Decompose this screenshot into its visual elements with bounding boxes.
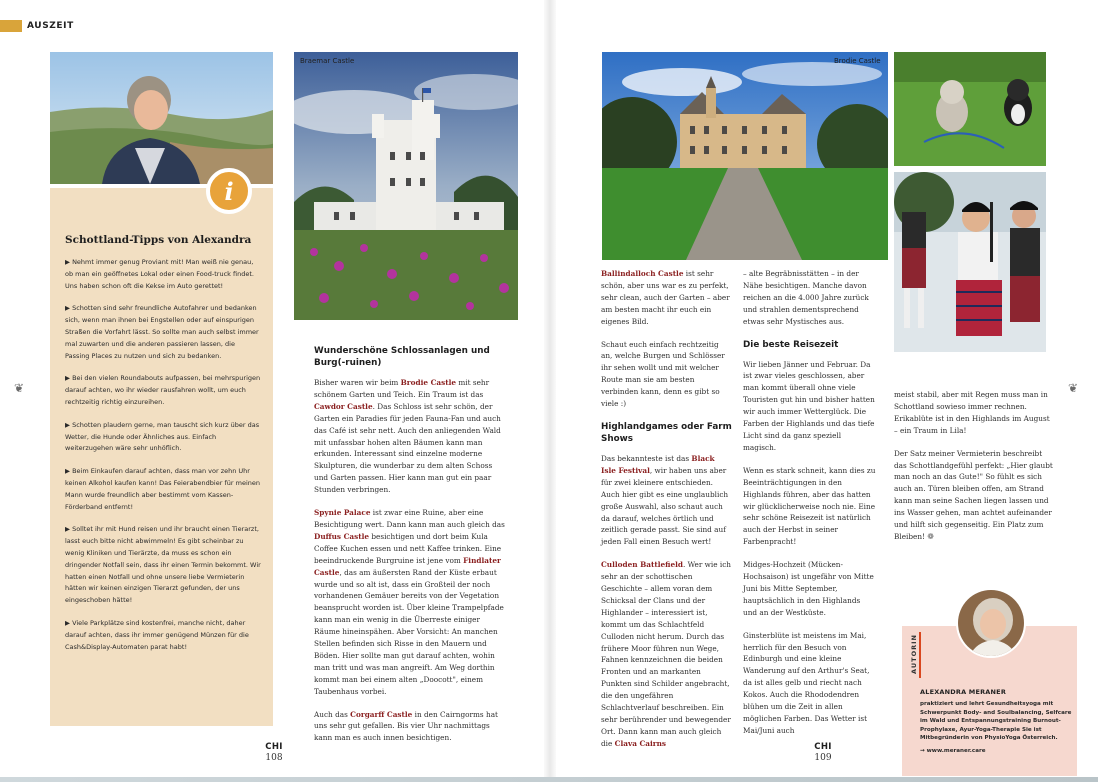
author-hiking-photo (50, 52, 273, 184)
section-tag (0, 18, 74, 34)
article-paragraph: Wir lieben Jänner und Februar. Da ist zwar vieles geschlossen, aber man kommt überall ohne viele Touristen gut hin und bisher hatten wir auch immer Wetterglück. Die Farben der Highlands und das tiefe Licht sind da ganz speziell magisch. (743, 359, 875, 452)
magazine-logo: CHI (265, 742, 283, 752)
article-column-right-1 (601, 268, 732, 761)
author-avatar (956, 588, 1026, 658)
author-tag-bar (919, 632, 921, 678)
tips-title: Schottland-Tipps von Alexandra (65, 234, 252, 246)
author-website-link[interactable]: → www.meraner.care (920, 748, 986, 754)
tip-item: ▶ Solltet ihr mit Hund reisen und ihr braucht einen Tierarzt, lasst euch bitte nicht abwimmeln! Es gibt scheinbar zu wenig Kliniken und Tierärzte, da muss es schon ein dringender Notfall sein, dass ihr einen Termin bekommt. Wir hatten einen Notfall und ohne unsere liebe Vermieterin hätten wir keinen einzigen Tierarzt gefunden, der uns eingeschoben hätte! (65, 525, 261, 605)
article-paragraph: meist stabil, aber mit Regen muss man in Schottland sowieso immer rechnen. Erikablüte ist in den Highlands im August – ein Traum in Lila! (894, 390, 1050, 435)
folio-right (803, 742, 843, 763)
tips-box (50, 188, 273, 726)
folio-left (254, 742, 294, 763)
bagpipers-photo (894, 172, 1046, 352)
article-column-right-2 (743, 268, 876, 748)
tip-item: ▶ Nehmt immer genug Proviant mit! Man weiß nie genau, ob man ein geöffnetes Lokal oder einen Food-truck findet. Uns haben schon oft die Kekse im Auto gerettet! (65, 258, 254, 290)
article-column-left (314, 345, 508, 755)
section-accent-bar (0, 20, 22, 32)
section-label: AUSZEIT (27, 21, 74, 31)
article-paragraph: Spynie Palace ist zwar eine Ruine, aber eine Besichtigung wert. Dann kann man auch gleich das Duffus Castle besichtigen und dort beim Kula Coffee Kuchen essen und nett Kaffee trinken. Eine beeindruckende Burgruine ist jene vom Findlater Castle, das am äußersten Rand der Küste erbaut wurde und so alt ist, dass ein Großteil der noch vorhandenen Gemäuer bereits von der Vegetation beansprucht worden ist. Über kleine Trampelpfade kann man ein wenig in die Überreste einiger Räume hineinspähen. Aber Vorsicht: An manchen Stellen befinden sich Risse in den Mauern und Böden. Hier sollte man gut darauf achten, wohin man tritt und was man angreift. Am Weg dorthin kommt man bei einem alten „Doocott", einem Taubenhaus vorbei. (314, 508, 505, 696)
article-paragraph: Ballindalloch Castle ist sehr schön, aber uns war es zu perfekt, sehr clean, auch der Garten – aber am besten macht ihr euch ein eigenes Bild. (601, 269, 730, 326)
info-icon: i (206, 168, 252, 214)
article-paragraph: Midges-Hochzeit (Mücken-Hochsaison) ist ungefähr von Mitte Juni bis Mitte September, hauptsächlich in den Highlands und an der Westküste. (743, 560, 874, 617)
brodie-caption: Brodie Castle (834, 57, 881, 65)
tip-item: ▶ Bei den vielen Roundabouts aufpassen, bei mehrspurigen darauf achten, wo ihr wieder rausfahren wollt, um euch rechtzeitig richtig einzureihen. (65, 374, 261, 406)
page-number: 109 (814, 753, 832, 763)
bottom-edge (0, 777, 1098, 782)
article-paragraph: Wenn es stark schneit, kann dies zu Beeinträchtigungen in den Highlands führen, aber das hatten wir glücklicherweise noch nie. Eine sehr schöne Reisezeit ist natürlich auch der Herbst in seiner Farbenpracht! (743, 465, 876, 547)
tip-item: ▶ Beim Einkaufen darauf achten, dass man vor zehn Uhr keinen Alkohol kaufen kann! Das Feierabendbier für meinen Mann wurde freundlich aber bestimmt vom Kassen-Förderband entfernt! (65, 467, 260, 511)
end-mark-icon: ❁ (927, 531, 935, 541)
author-name: ALEXANDRA MERANER (920, 688, 1007, 696)
reisezeit-heading: Die beste Reisezeit (743, 339, 839, 350)
author-tag-label: AUTORIN (910, 634, 918, 674)
article-paragraph: Ginsterblüte ist meistens im Mai, herrlich für den Besuch von Edinburgh und eine kleine Wanderung auf den Arthur's Seat, da ist alles gelb und riecht nach Kokos. Auch die Rhododendren blühen um die Zeit in allen möglichen Farben. Das Wetter ist Mai/Juni auch (743, 630, 870, 735)
article-column-right-3 (894, 389, 1054, 554)
magazine-logo: CHI (814, 742, 832, 752)
braemar-caption: Braemar Castle (300, 57, 355, 65)
thistle-ornament-icon: ❦ (14, 381, 25, 395)
thistle-ornament-icon: ❦ (1068, 381, 1079, 395)
highlandgames-heading: Highlandgames oder Farm Shows (601, 421, 732, 444)
page-number: 108 (265, 753, 283, 763)
article-paragraph: Schaut euch einfach rechtzeitig an, welche Burgen und Schlösser ihr sehen wollt und mit welcher Route man sie am besten verbinden kann, denn es gibt so viele :) (601, 339, 725, 409)
page-spine (544, 0, 556, 782)
dogs-photo (894, 52, 1046, 166)
tip-item: ▶ Schotten sind sehr freundliche Autofahrer und bedanken sich, wenn man ihnen bei Engstellen oder auf einspurigen Straßen die Vorfahrt lässt. So sollte man auch selbst immer mal zuwarten und die anderen passieren lassen, die Passing Places zu nutzen und sich zu bedanken. (65, 304, 259, 360)
article-paragraph: Der Satz meiner Vermieterin beschreibt das Schottlandgefühl perfekt: „Hier glaubt man noch an das Gute!" So fühlt es sich auch an. Türen bleiben offen, am Strand kann man seine Sachen liegen lassen und ins Wasser gehen, man achtet aufeinander und hilft sich gegenseitig. Ein Platz zum Bleiben! ❁ (894, 448, 1053, 541)
braemar-castle-photo (294, 52, 518, 320)
article-paragraph: Das bekannteste ist das Black Isle Festival, wir haben uns aber für zwei kleinere entschieden. Auch hier gibt es eine unglaublich große Auswahl, also schaut auch da darauf, welches örtlich und zeitlich gerade passt. Sie sind auf jeden Fall einen Besuch wert! (601, 453, 729, 547)
author-bio: praktiziert und lehrt Gesundheitsyoga mit Schwerpunkt Body- and Soulbalancing, Selfcare im Wald und Entspannungstraining Burnout-Prophylaxe, Ayur-Yoga-Therapie Sie ist Mitbegründerin von PhysioYoga Österreich. (920, 701, 1072, 742)
article-paragraph: – alte Begräbnisstätten – in der Nähe besichtigen. Manche davon reichen an die 4.000 Jahre zurück und strahlen dementsprechend etwas sehr Mystisches aus. (743, 269, 869, 326)
tip-item: ▶ Schotten plaudern gerne, man tauscht sich kurz über das Wetter, die Hunde oder Ähnliches aus. Einfach weiterzugehen wäre sehr unhöflich. (65, 420, 260, 453)
brodie-castle-photo (602, 52, 888, 260)
author-tag (907, 632, 921, 684)
article-paragraph: Culloden Battlefield. Wer wie ich sehr an der schottischen Geschichte – allem voran dem Schicksal der Clans und der Highlander – interessiert ist, kommt um das Schlachtfeld Culloden nicht herum. Durch das frühere Moor führen nun Wege, Fahnen kennzeichnen die beiden Fronten und an markanten Punkten sind Schilder angebracht, die den ungefähren Schlachtverlauf beschreiben. Ein sehr berührender und bewegender Ort. Dann kann man auch gleich die Clava Cairns (601, 560, 732, 748)
article-paragraph: Auch das Corgarff Castle in den Cairngorms hat uns sehr gut gefallen. Bis vier Uhr nachmittags kann man es auch innen besichtigen. (314, 709, 498, 743)
article-paragraph: Bisher waren wir beim Brodie Castle mit sehr schönem Garten und Teich. Ein Traum ist das Cawdor Castle. Das Schloss ist sehr schön, der Garten ein Paradies für jeden Fauna-Fan und auch das Café ist sehr nett. Auch den anliegenden Wald mit unfassbar hohen alten Bäumen kann man erkunden. Interessant sind einzelne moderne Skulpturen, die wunderbar zu dem alten Schoss und Garten passen. Hier kann man gut ein paar Stunden verbringen. (314, 378, 501, 495)
tip-item: ▶ Viele Parkplätze sind kostenfrei, manche nicht, daher darauf achten, dass ihr immer genügend Münzen für die Cash&Display-Automaten parat habt! (65, 618, 249, 651)
article-heading: Wunderschöne Schlossanlagen und Burg(-ruinen) (314, 346, 490, 368)
